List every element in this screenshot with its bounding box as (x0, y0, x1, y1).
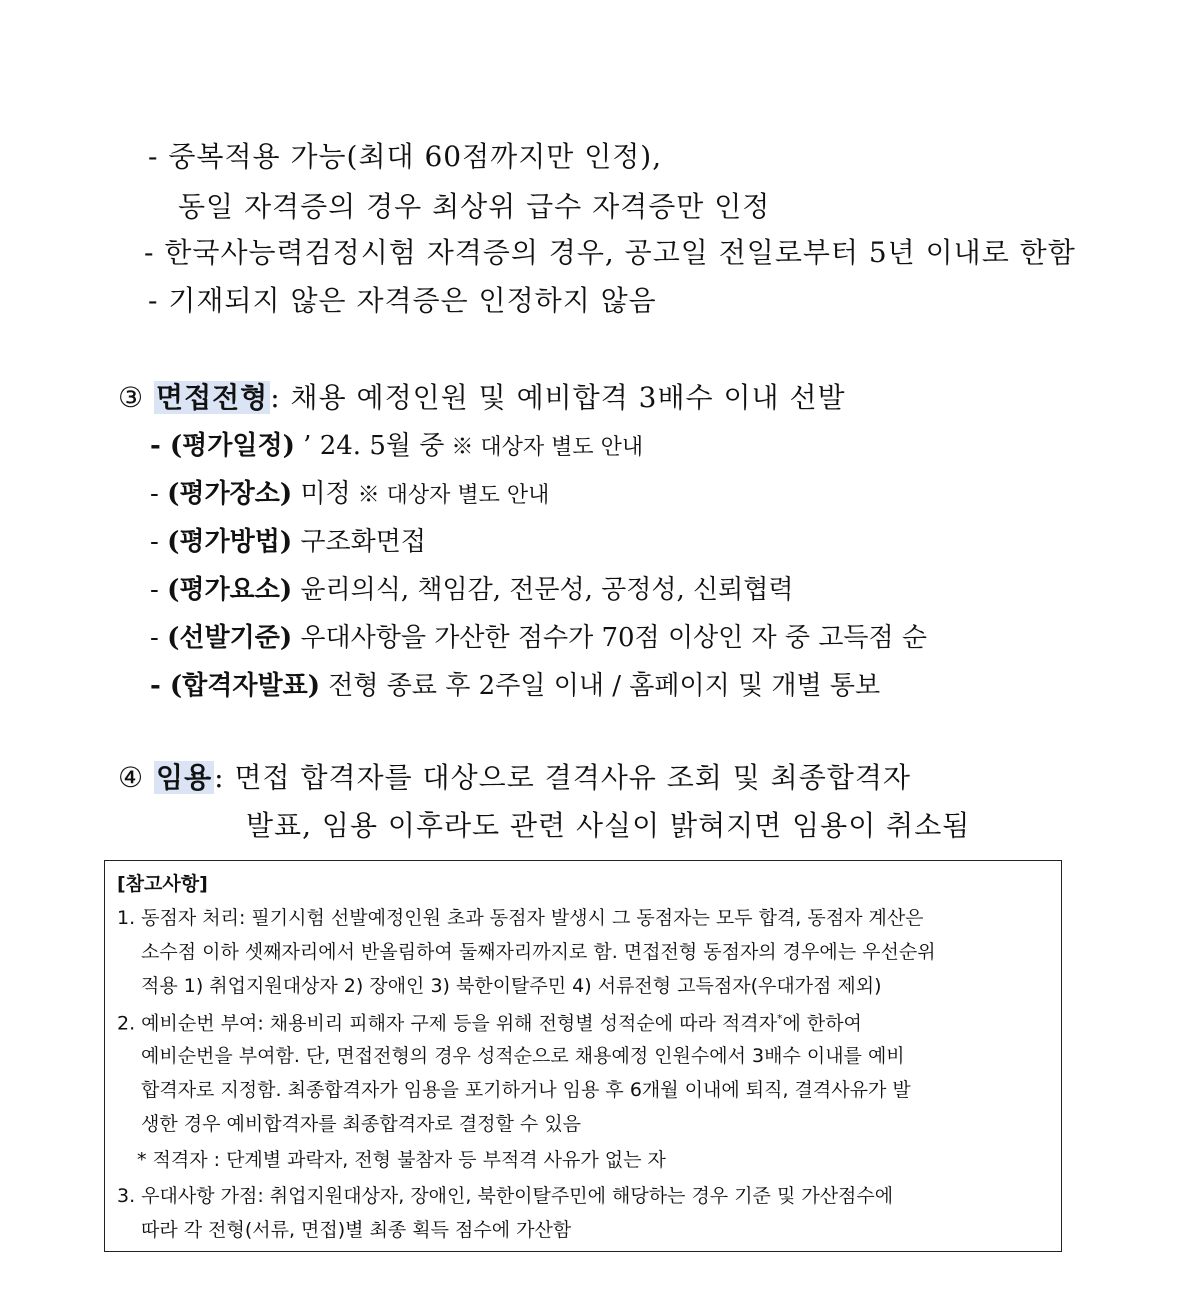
note-3-line-2: 따라 각 전형(서류, 면접)별 최종 획득 점수에 가산함 (141, 1219, 572, 1241)
note-1-line-3: 적용 1) 취업지원대상자 2) 장애인 3) 북한이탈주민 4) 서류전형 고득점자(우대가점 제외) (141, 975, 882, 997)
item-note: ※ 대상자 별도 안내 (350, 483, 550, 508)
item-label: (합격자발표) (169, 671, 321, 701)
item-label: (평가장소) (167, 479, 293, 509)
interview-desc: : 채용 예정인원 및 예비합격 3배수 이내 선발 (270, 381, 846, 414)
note-1-line-2: 소수점 이하 셋째자리에서 반올림하여 둘째자리까지로 함. 면접전형 동점자의 경우에는 우선순위 (141, 941, 936, 963)
list-item-unlisted: - 기재되지 않은 자격증은 인정하지 않음 (148, 284, 657, 317)
item-label: (선발기준) (167, 623, 293, 653)
note-2-line-3: 합격자로 지정함. 최종합격자가 임용을 포기하거나 임용 후 6개월 이내에 퇴직, 결격사유가 발 (141, 1079, 911, 1101)
interview-item-elements: - (평가요소) 윤리의식, 책임감, 전문성, 공정성, 신뢰협력 (150, 575, 794, 605)
item-note: ※ 대상자 별도 안내 (444, 435, 644, 460)
item-label: (평가요소) (167, 575, 293, 605)
notes-box (104, 860, 1062, 1252)
item-label: (평가일정) (169, 431, 295, 461)
note-2-line-4: 생한 경우 예비합격자를 최종합격자로 결정할 수 있음 (141, 1113, 582, 1135)
note-2-line-1: 2. 예비순번 부여: 채용비리 피해자 구제 등을 위해 전형별 성적순에 따라 적격자*에 한하여 (117, 1012, 862, 1035)
appointment-marker: ④ (118, 761, 145, 794)
interview-item-place: - (평가장소) 미정 ※ 대상자 별도 안내 (150, 479, 550, 509)
notes-heading: [참고사항] (117, 873, 208, 895)
interview-marker: ③ (118, 381, 145, 414)
note-2-line-2: 예비순번을 부여함. 단, 면접전형의 경우 성적순으로 채용예정 인원수에서 3배수 이내를 예비 (141, 1045, 905, 1067)
note-2-footnote: * 적격자 : 단계별 과락자, 전형 불참자 등 부적격 사유가 없는 자 (137, 1149, 666, 1171)
interview-item-method: - (평가방법) 구조화면접 (150, 527, 426, 557)
list-item-korean-history: - 한국사능력검정시험 자격증의 경우, 공고일 전일로부터 5년 이내로 한함 (144, 236, 1076, 269)
item-label: (평가방법) (167, 527, 293, 557)
appointment-title: 임용 (156, 761, 213, 794)
list-item-duplicate: - 중복적용 가능(최대 60점까지만 인정), (148, 140, 663, 173)
interview-item-announcement: - (합격자발표) 전형 종료 후 2주일 이내 / 홈페이지 및 개별 통보 (150, 671, 881, 701)
interview-title: 면접전형 (156, 381, 269, 414)
appointment-line2: 발표, 임용 이후라도 관련 사실이 밝혀지면 임용이 취소됨 (246, 809, 971, 842)
interview-item-schedule: - (평가일정) ’ 24. 5월 중 ※ 대상자 별도 안내 (150, 431, 644, 461)
note-1-line-1: 1. 동점자 처리: 필기시험 선발예정인원 초과 동점자 발생시 그 동점자는 모두 합격, 동점자 계산은 (117, 907, 924, 929)
interview-heading (118, 381, 846, 414)
appointment-heading (118, 761, 911, 794)
interview-item-criteria: - (선발기준) 우대사항을 가산한 점수가 70점 이상인 자 중 고득점 순 (150, 623, 928, 653)
appointment-line1: : 면접 합격자를 대상으로 결격사유 조회 및 최종합격자 (214, 761, 911, 794)
list-item-duplicate-cont: 동일 자격증의 경우 최상위 급수 자격증만 인정 (178, 190, 771, 223)
note-3-line-1: 3. 우대사항 가점: 취업지원대상자, 장애인, 북한이탈주민에 해당하는 경우 기준 및 가산점수에 (117, 1185, 894, 1207)
